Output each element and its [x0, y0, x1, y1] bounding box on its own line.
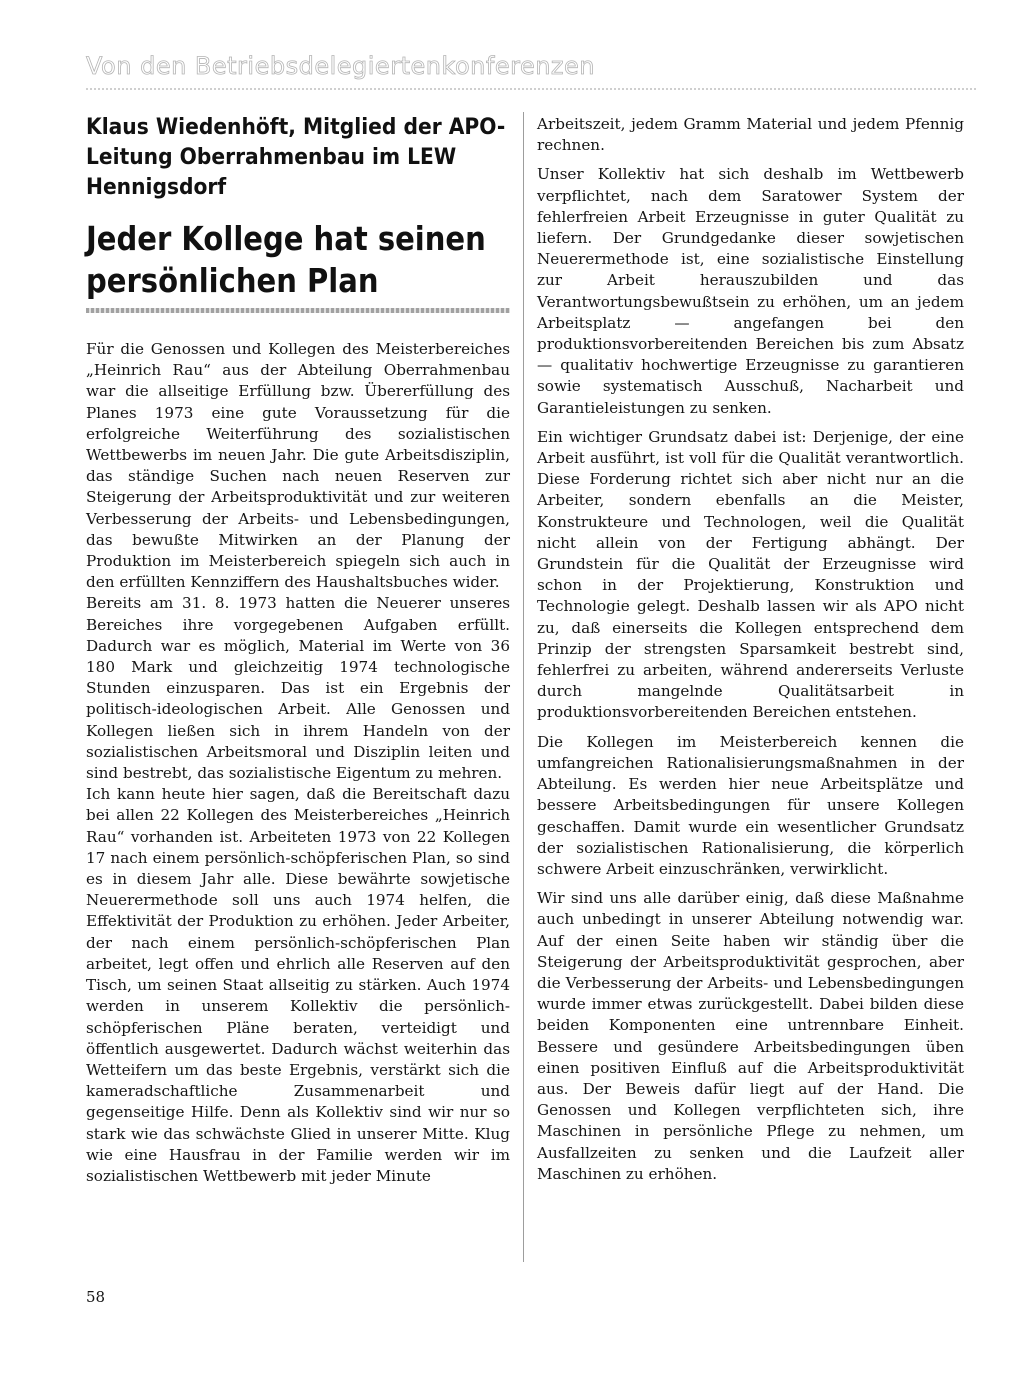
right-paragraph-3: Ein wichtiger Grundsatz dabei ist: Derjenige, der eine Arbeit ausführt, ist voll für die Qualität verantwortlich. Diese Forderung richtet sich aber nicht nur an die Arbeiter, sondern ebenfalls an die Meister, Konstrukteure und Technologen, weil die Qualität nicht allein von der Fertigung abhängt. Der Grundstein für die Qualität der Erzeugnisse wird schon in der Projektierung, Konstruktion und Technologie gelegt. Deshalb lassen wir als APO nicht zu, daß einerseits die Kollegen entsprechend dem Prinzip der strengsten Sparsamkeit bestrebt sind, fehlerfrei zu arbeiten, während andererseits Verluste durch mangelnde Qualitätsarbeit in produktionsvorbereitenden Bereichen entstehen.: [537, 427, 964, 722]
right-paragraph-1: Arbeitszeit, jedem Gramm Material und jedem Pfennig rechnen.: [537, 115, 964, 155]
right-paragraph-5: Wir sind uns alle darüber einig, daß diese Maßnahme auch unbedingt in unserer Abteilung notwendig war. Auf der einen Seite haben wir ständig über die Steigerung der Arbeitsproduktivität gesprochen, aber die Verbesserung der Arbeits- und Lebensbedingungen wurde immer etwas zurückgestellt. Dabei bilden diese beiden Komponenten eine untrennbare Einheit. Bessere und gesündere Arbeitsbedingungen üben einen positiven Einfluß auf die Arbeitsproduktivität aus. Der Beweis dafür liegt auf der Hand. Die Genossen und Kollegen verpflichteten sich, ihre Maschinen in persönliche Pflege zu nehmen, um Ausfallzeiten zu senken und die Laufzeit aller Maschinen zu erhöhen.: [537, 889, 964, 1183]
right-paragraph-2: Unser Kollektiv hat sich deshalb im Wettbewerb verpflichtet, nach dem Saratower System der fehlerfreien Arbeit Erzeugnisse in guter Qualität zu liefern. Der Grundgedanke dieser sowjetischen Neuerermethode ist, eine sozialistische Einstellung zur Arbeit herauszubilden und das Verantwortungsbewußtsein zu erhöhen, um an jedem Arbeitsplatz — angefangen bei den produktionsvorbereitenden Bereichen bis zum Absatz — qualitativ hochwertige Erzeugnisse zu garantieren sowie systematisch Ausschuß, Nacharbeit und Garantieleistungen zu senken.: [537, 165, 964, 417]
left-paragraph-1: Für die Genossen und Kollegen des Meisterbereiches „Heinrich Rau“ aus der Abteilung Oberrahmenbau war die allseitige Erfüllung bzw. Übererfüllung des Planes 1973 eine gute Voraussetzung für die erfolgreiche Weiterführung des sozialistischen Wettbewerbs im neuen Jahr. Die gute Arbeitsdisziplin, das ständige Suchen nach neuen Reserven zur Steigerung der Arbeitsproduktivität und zur weiteren Verbesserung der Arbeits- und Lebensbedingungen, das bewußte Mitwirken an der Planung der Produktion im Meisterbereich spiegeln sich auch in den erfüllten Kennziffern des Haushaltsbuches wider.: [86, 340, 510, 592]
right-column: [537, 114, 964, 1193]
left-paragraph-2: Bereits am 31. 8. 1973 hatten die Neuerer unseres Bereiches ihre vorgegebenen Aufgaben erfüllt. Dadurch war es möglich, Material im Werte von 36 180 Mark und gleichzeitig 1974 technologische Stunden einzusparen. Das ist ein Ergebnis der politisch-ideologischen Arbeit. Alle Genossen und Kollegen ließen sich in ihrem Handeln von der sozialistischen Arbeitsmoral und Disziplin leiten und sind bestrebt, das sozialistische Eigentum zu mehren.: [86, 594, 510, 783]
article-title: Jeder Kollege hat seinen persönlichen Plan: [86, 219, 486, 300]
left-paragraph-3: Ich kann heute hier sagen, daß die Bereitschaft dazu bei allen 22 Kollegen des Meisterbereiches „Heinrich Rau“ vorhanden ist. Arbeiteten 1973 von 22 Kollegen 17 nach einem persönlich-schöpferischen Plan, so sind es in diesem Jahr alle. Diese bewährte sowjetische Neuerermethode soll uns auch 1974 helfen, die Effektivität der Produktion zu erhöhen. Jeder Arbeiter, der nach einem persönlich-schöpferischen Plan arbeitet, legt offen und ehrlich alle Reserven auf den Tisch, um seinen Staat allseitig zu stärken. Auch 1974 werden in unserem Kollektiv die persönlich-schöpferischen Pläne beraten, verteidigt und öffentlich ausgewertet. Dadurch wächst weiterhin das Wetteifern um das beste Ergebnis, verstärkt sich die kameradschaftliche Zusammenarbeit und gegenseitige Hilfe. Denn als Kollektiv sind wir nur so stark wie das schwächste Glied in unserer Mitte. Klug wie eine Hausfrau in der Familie werden wir im sozialistischen Wettbewerb mit jeder Minute: [86, 785, 510, 1185]
running-head: Von den Betriebsdelegiertenkonferenzen: [86, 52, 595, 80]
running-head-rule: [86, 88, 976, 92]
right-paragraph-4: Die Kollegen im Meisterbereich kennen die umfangreichen Rationalisierungsmaßnahmen in der Abteilung. Es werden hier neue Arbeitsplätze und bessere Arbeitsbedingungen für unsere Kollegen geschaffen. Damit wurde ein wesentlicher Grundsatz der sozialistischen Rationalisierung, die körperlich schwere Arbeit einzuschränken, verwirklicht.: [537, 732, 964, 878]
page-number: 58: [86, 1288, 106, 1306]
column-divider: [523, 112, 524, 1262]
author-line: Klaus Wiedenhöft, Mitglied der APO-Leitung Oberrahmenbau im LEW Hennigsdorf: [86, 114, 506, 200]
title-rule: [86, 308, 510, 313]
left-column: [86, 112, 510, 1187]
